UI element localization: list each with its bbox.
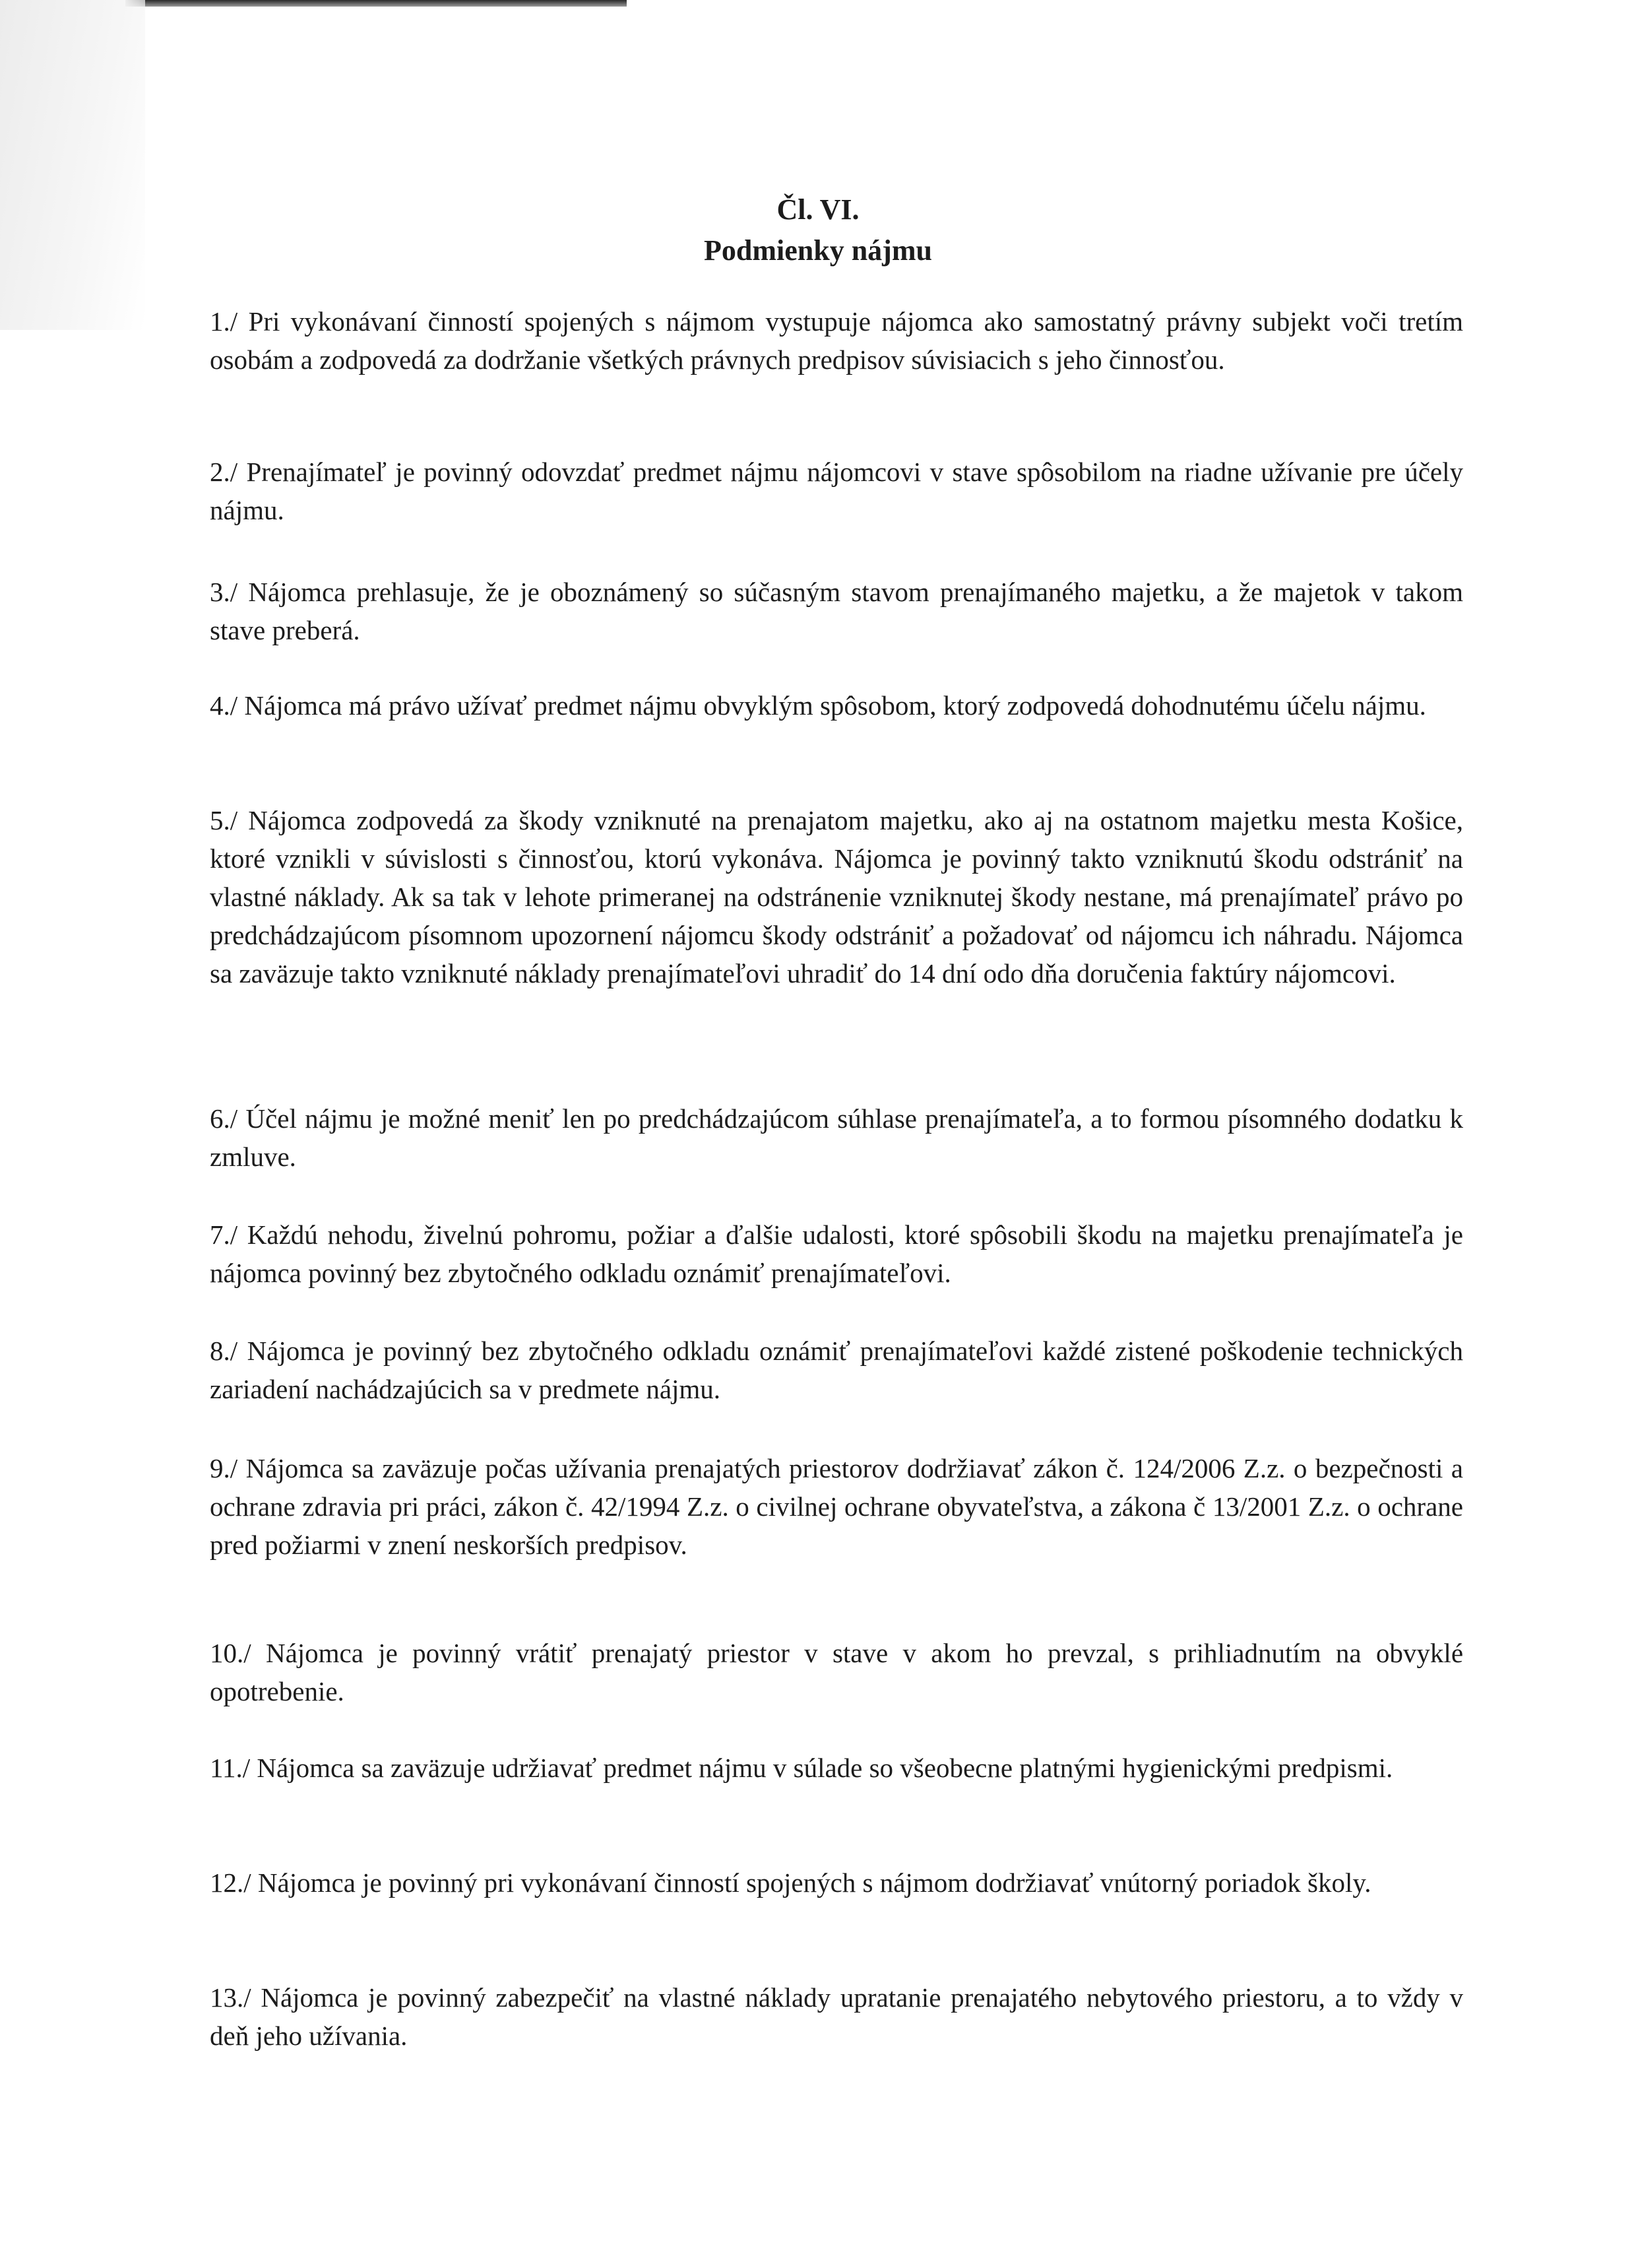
clause-number: 1./ [210, 306, 238, 337]
article-title: Podmienky nájmu [704, 234, 932, 267]
clause-11 [210, 1749, 1463, 1787]
clause-text: Každú nehodu, živelnú pohromu, požiar a ďalšie udalosti, ktoré spôsobili škodu na majetku prenajímateľa je nájomca povinný bez zbytočného odkladu oznámiť prenajímateľovi. [210, 1219, 1464, 1288]
clause-text: Nájomca je povinný bez zbytočného odkladu oznámiť prenajímateľovi každé zistené poškodenie technických zariadení nachádzajúcich sa v predmete nájmu. [210, 1336, 1463, 1404]
clause-number: 13./ [210, 1982, 251, 2013]
clause-text: Nájomca sa zaväzuje udržiavať predmet nájmu v súlade so všeobecne platnými hygienickými predpismi. [257, 1753, 1393, 1783]
article-number: Čl. VI. [776, 193, 860, 226]
clause-6 [210, 1099, 1463, 1176]
clause-1 [210, 302, 1463, 379]
clause-10 [210, 1634, 1463, 1710]
clause-8 [210, 1332, 1463, 1408]
clause-number: 3./ [210, 577, 238, 607]
clause-text: Nájomca zodpovedá za škody vzniknuté na prenajatom majetku, ako aj na ostatnom majetku mesta Košice, ktoré vznikli v súvislosti s činnosťou, ktorú vykonáva. Nájomca je povinný takto vzniknutú škodu odstrániť na vlastné náklady. Ak sa tak v lehote primeranej na odstránenie vzniknutej škody nestane, má prenajímateľ právo po predchádzajúcom písomnom upozornení nájomcu škody odstrániť a požadovať od nájomcu ich náhradu. Nájomca sa zaväzuje takto vzniknuté náklady prenajímateľovi uhradiť do 14 dní odo dňa doručenia faktúry nájomcovi. [210, 805, 1463, 988]
clause-text: Nájomca je povinný zabezpečiť na vlastné náklady upratanie prenajatého nebytového priestoru, a to vždy v deň jeho užívania. [210, 1982, 1464, 2051]
clause-9 [210, 1449, 1463, 1564]
clause-text: Pri vykonávaní činností spojených s nájmom vystupuje nájomca ako samostatný právny subjekt voči tretím osobám a zodpovedá za dodržanie všetkých právnych predpisov súvisiacich s jeho činnosťou. [210, 306, 1464, 375]
clause-number: 2./ [210, 457, 238, 487]
clause-text: Účel nájmu je možné meniť len po predchádzajúcom súhlase prenajímateľa, a to formou písomného dodatku k zmluve. [210, 1103, 1463, 1172]
clause-text: Prenajímateľ je povinný odovzdať predmet nájmu nájomcovi v stave spôsobilom na riadne užívanie pre účely nájmu. [210, 457, 1464, 525]
scan-left-edge [0, 0, 145, 330]
clause-12 [210, 1863, 1463, 1902]
clause-number: 12./ [210, 1867, 251, 1898]
clause-13 [210, 1978, 1463, 2055]
clause-7 [210, 1215, 1463, 1292]
scan-top-edge [125, 0, 627, 7]
clause-number: 5./ [210, 805, 238, 835]
clause-2 [210, 453, 1463, 529]
clause-4 [210, 686, 1463, 725]
clause-text: Nájomca je povinný pri vykonávaní činností spojených s nájmom dodržiavať vnútorný poriadok školy. [257, 1867, 1371, 1898]
clause-number: 10./ [210, 1638, 251, 1668]
clause-number: 9./ [210, 1453, 238, 1483]
clause-number: 6./ [210, 1103, 238, 1134]
clause-number: 11./ [210, 1753, 251, 1783]
clause-number: 8./ [210, 1336, 238, 1366]
clause-text: Nájomca je povinný vrátiť prenajatý priestor v stave v akom ho prevzal, s prihliadnutím na obvyklé opotrebenie. [210, 1638, 1464, 1706]
clause-3 [210, 573, 1463, 649]
clause-5 [210, 801, 1463, 992]
clause-text: Nájomca prehlasuje, že je oboznámený so súčasným stavom prenajímaného majetku, a že majetok v takom stave preberá. [210, 577, 1463, 645]
clause-number: 7./ [210, 1219, 238, 1250]
clause-text: Nájomca sa zaväzuje počas užívania prenajatých priestorov dodržiavať zákon č. 124/2006 Z.z. o bezpečnosti a ochrane zdravia pri práci, zákon č. 42/1994 Z.z. o civilnej ochrane obyvateľstva, a zákona č 13/2001 Z.z. o ochrane pred požiarmi v znení neskorších predpisov. [210, 1453, 1463, 1560]
clause-text: Nájomca má právo užívať predmet nájmu obvyklým spôsobom, ktorý zodpovedá dohodnutému účelu nájmu. [244, 690, 1426, 721]
clause-number: 4./ [210, 690, 238, 721]
